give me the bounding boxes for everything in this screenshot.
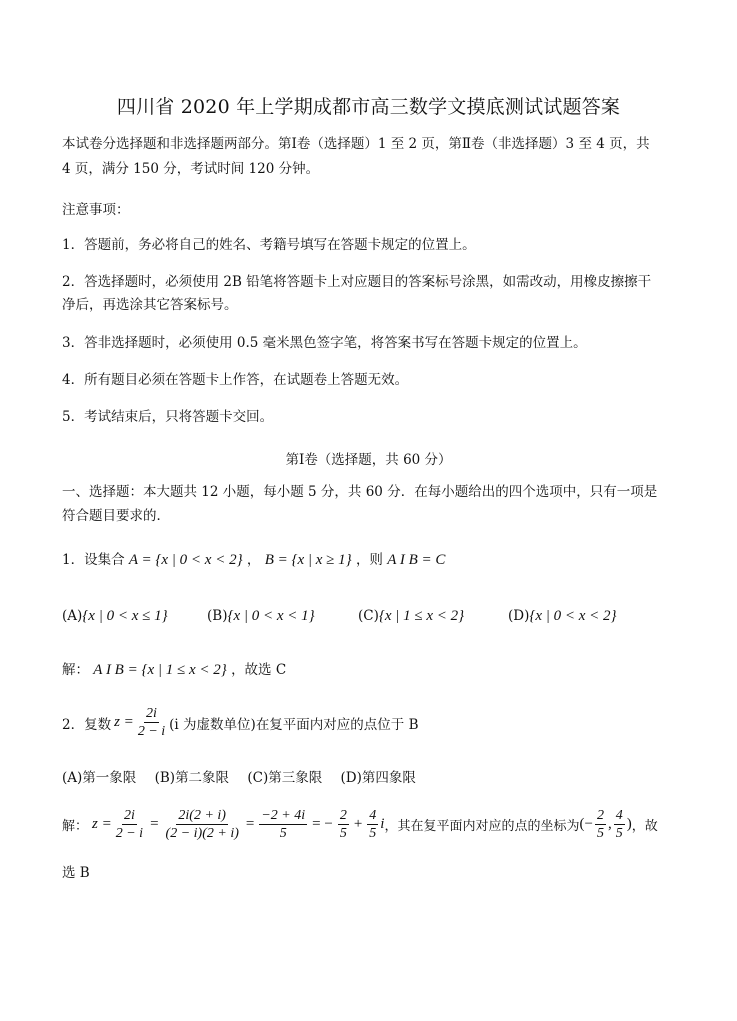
numerator: 4	[367, 808, 378, 825]
plus: +	[353, 816, 363, 833]
section-intro-line-2: 符合题目要求的．	[62, 508, 170, 524]
question-2	[62, 706, 419, 740]
option-label: (D)	[508, 608, 530, 624]
notice-item-4: 4．所有题目必须在答题卡上作答，在试题卷上答题无效。	[62, 372, 409, 388]
fraction-numerator: 2i	[144, 706, 159, 723]
solution-end-text: ，故	[631, 819, 658, 835]
section-intro-line-1: 一、选择题：本大题共 12 小题，每小题 5 分，共 60 分．在每小题给出的四个选项中，只有一项是	[62, 484, 658, 500]
option-label: (A)	[62, 770, 83, 786]
denominator: (2 − i)(2 + i)	[165, 826, 239, 842]
comma: ,	[607, 816, 612, 833]
notice-item-1: 1．答题前，务必将自己的姓名、考籍号填写在答题卡规定的位置上。	[62, 237, 476, 253]
paren-open: (−	[579, 816, 593, 833]
separator: ，	[246, 552, 261, 568]
q1-option-a	[62, 608, 168, 625]
solution-expression: A I B = {x | 1 ≤ x < 2}	[93, 662, 227, 678]
solution-prefix: 解：	[62, 819, 89, 835]
z-equals: z =	[114, 714, 134, 731]
imaginary-unit-note: (i 为虚数单位)	[169, 716, 256, 733]
equals: =	[150, 816, 159, 833]
fraction-6	[595, 808, 606, 842]
q2-option-d	[341, 770, 416, 786]
option-value: 第一象限	[82, 770, 137, 786]
q2-option-a	[62, 770, 136, 786]
set-b: B = {x | x ≥ 1}	[264, 552, 352, 568]
equals-minus: = −	[312, 816, 333, 833]
solution-prefix: 解：	[62, 662, 89, 678]
q2-solution-line-2: 选 B	[62, 865, 90, 881]
question-2-suffix: 在复平面内对应的点位于 B	[255, 716, 419, 733]
notice-item-2: 2．答选择题时，必须使用 2B 铅笔将答题卡上对应题目的答案标号涂黑，如需改动，用橡皮擦擦干	[62, 274, 652, 290]
denominator: 2 − i	[115, 826, 144, 842]
section-title: 第Ⅰ卷（选择题，共 60 分）	[285, 452, 452, 468]
denominator: 5	[339, 826, 347, 842]
paren-close: )	[626, 816, 632, 833]
question-1	[62, 553, 445, 568]
option-label: (C)	[247, 770, 269, 786]
question-1-prefix: 1．设集合	[62, 552, 125, 568]
question-2-prefix: 2．复数	[62, 716, 112, 733]
numerator: 2i	[122, 808, 137, 825]
q2-solution	[62, 808, 658, 842]
q1-option-b	[207, 608, 315, 625]
numerator: −2 + 4i	[259, 808, 307, 825]
option-value: 第二象限	[175, 770, 230, 786]
q1-option-d	[508, 608, 617, 625]
coordinate-text: ，其在复平面内对应的点的坐标为	[384, 819, 580, 835]
intro-line-2: 4 页，满分 150 分，考试时间 120 分钟。	[62, 161, 320, 177]
fraction-2	[164, 808, 241, 842]
notice-item-5: 5．考试结束后，只将答题卡交回。	[62, 409, 274, 425]
imaginary-unit: i	[380, 816, 385, 833]
question-1-expression: A I B = C	[387, 552, 446, 568]
document-title: 四川省 2020 年上学期成都市高三数学文摸底测试试题答案	[116, 96, 621, 118]
notice-heading: 注意事项：	[62, 202, 130, 218]
set-a: A = {x | 0 < x < 2}	[128, 552, 243, 568]
q2-option-c	[247, 770, 322, 786]
fraction-denominator: 2 − i	[137, 724, 166, 740]
option-value: {x | 0 < x < 1}	[227, 608, 315, 624]
notice-item-2-continued: 净后，再选涂其它答案标号。	[62, 297, 238, 313]
fraction-5	[367, 808, 378, 842]
z-equals: z =	[92, 816, 112, 833]
option-label: (B)	[207, 608, 228, 624]
denominator: 5	[279, 826, 287, 842]
numerator: 2	[595, 808, 606, 825]
solution-suffix: ，故选 C	[231, 662, 287, 678]
q1-solution	[62, 663, 286, 678]
option-label: (B)	[154, 770, 176, 786]
option-value: {x | 0 < x ≤ 1}	[82, 608, 168, 624]
notice-item-3: 3．答非选择题时，必须使用 0.5 毫米黑色签字笔，将答案书写在答题卡规定的位置上。	[62, 335, 587, 351]
denominator: 5	[615, 826, 623, 842]
fraction-1	[114, 808, 145, 842]
fraction-3	[259, 808, 307, 842]
numerator: 4	[614, 808, 625, 825]
q2-options	[62, 766, 416, 786]
option-value: 第三象限	[268, 770, 323, 786]
then-text: ，则	[355, 552, 383, 568]
q2-option-b	[155, 770, 229, 786]
numerator: 2i(2 + i)	[176, 808, 228, 825]
option-value: {x | 1 ≤ x < 2}	[378, 608, 465, 624]
option-value: {x | 0 < x < 2}	[529, 608, 617, 624]
denominator: 5	[369, 826, 377, 842]
option-label: (A)	[62, 608, 83, 624]
option-value: 第四象限	[361, 770, 416, 786]
option-label: (C)	[358, 608, 379, 624]
option-label: (D)	[340, 770, 362, 786]
equals: =	[245, 816, 255, 833]
denominator: 5	[596, 826, 604, 842]
intro-line-1: 本试卷分选择题和非选择题两部分。第Ⅰ卷（选择题）1 至 2 页，第Ⅱ卷（非选择题）3 至 4 页，共	[62, 136, 650, 152]
fraction-7	[614, 808, 625, 842]
fraction-4	[338, 808, 349, 842]
numerator: 2	[338, 808, 349, 825]
fraction	[136, 706, 167, 740]
q1-option-c	[358, 608, 464, 625]
